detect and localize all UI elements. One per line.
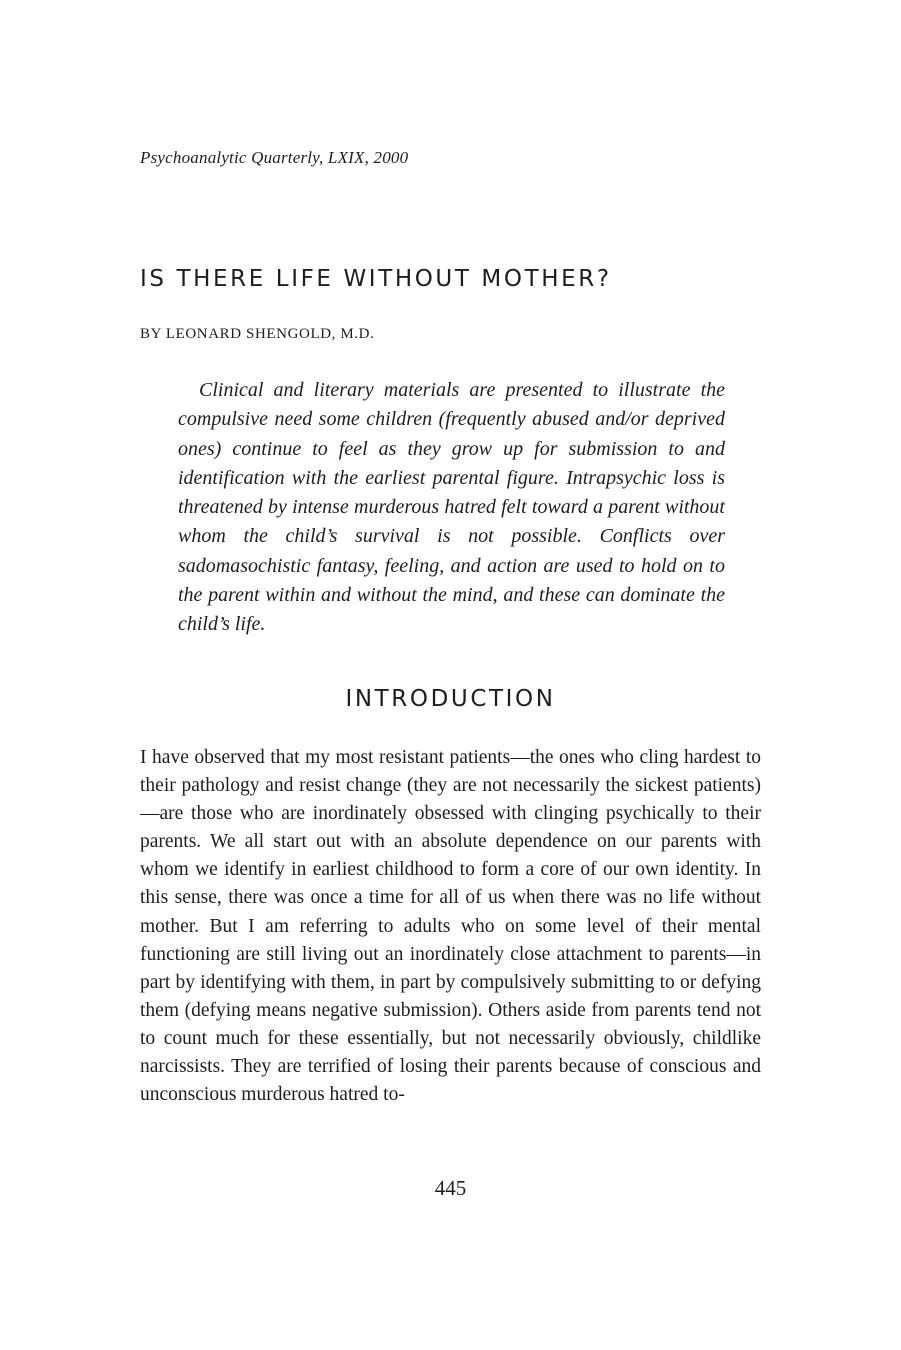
author-byline: BY LEONARD SHENGOLD, M.D. xyxy=(140,326,375,342)
journal-citation: Psychoanalytic Quarterly, LXIX, 2000 xyxy=(140,148,409,167)
abstract-text: Clinical and literary materials are presented to illustrate the compulsive need some children (frequently abused and/or deprived ones) continue to feel as they grow up for submission to and identification with the earliest parental figure. Intrapsychic loss is threatened by intense murderous hatred felt toward a parent without whom the child’s survival is not possible. Conflicts over sadomasochistic fantasy, feeling, and action are used to hold on to the parent within and without the mind, and these can dominate the child’s life. xyxy=(178,379,725,636)
page-number: 445 xyxy=(434,1176,467,1200)
article-title: IS THERE LIFE WITHOUT MOTHER? xyxy=(140,266,612,292)
abstract xyxy=(178,376,725,640)
body-paragraph: I have observed that my most resistant patients—the ones who cling hardest to their pathology and resist change (they are not necessarily the sickest patients)—are those who are inordinately obsessed with clinging psychically to their parents. We all start out with an absolute dependence on our parents with whom we identify in earliest childhood to form a core of our own identity. In this sense, there was once a time for all of us when there was no life without mother. But I am referring to adults who on some level of their mental functioning are still living out an inordinately close attachment to parents—in part by identifying with them, in part by compulsively submitting to or defying them (defying means negative submission). Others aside from parents tend not to count much for these essentially, but not necessarily obviously, childlike narcissists. They are terrified of losing their parents because of conscious and unconscious murderous hatred to- xyxy=(140,747,761,1106)
section-heading: INTRODUCTION xyxy=(345,686,556,712)
body-text xyxy=(140,744,761,1109)
